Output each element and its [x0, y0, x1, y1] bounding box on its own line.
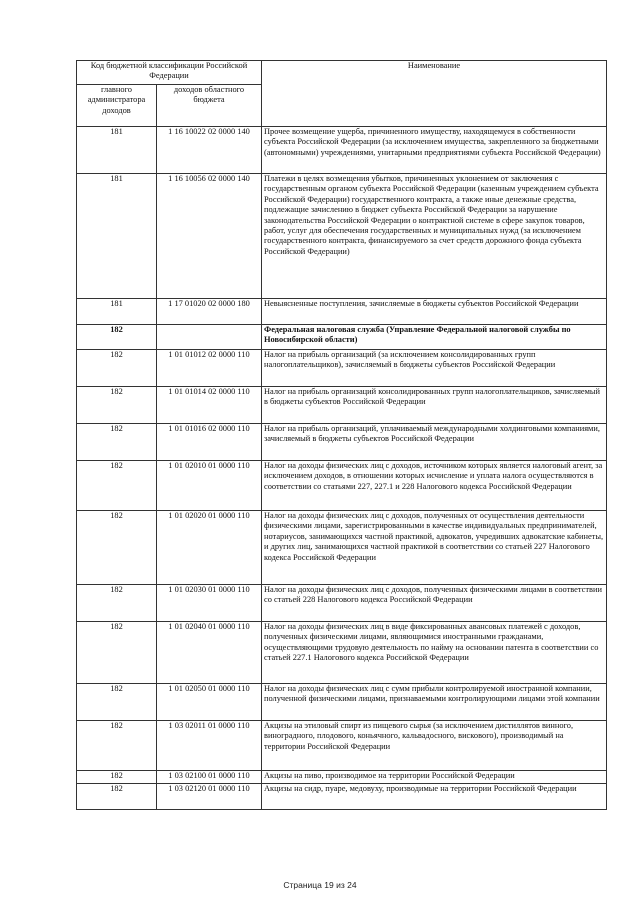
cell-admin-code: 182 — [77, 387, 157, 424]
page-footer — [0, 880, 640, 890]
cell-name: Налог на прибыль организаций консолидированных групп налогоплательщиков, зачисляемый в бюджеты субъектов Российской Федерации — [262, 387, 607, 424]
cell-admin-code: 181 — [77, 127, 157, 174]
cell-income-code: 1 01 01014 02 0000 110 — [157, 387, 262, 424]
table-row — [77, 424, 607, 461]
cell-name: Налог на доходы физических лиц с доходов, источником которых является налоговый агент, за исключением доходов, в отношении которых исчисление и уплата налога осуществляются в соответствии со статьями 227, 227.1 и 228 Налогового кодекса Российской Федерации — [262, 461, 607, 511]
cell-name: Невыясненные поступления, зачисляемые в бюджеты субъектов Российской Федерации — [262, 299, 607, 325]
page-separator: из — [336, 880, 345, 890]
cell-admin-code: 182 — [77, 511, 157, 585]
cell-income-code: 1 01 02040 01 0000 110 — [157, 622, 262, 684]
cell-income-code: 1 17 01020 02 0000 180 — [157, 299, 262, 325]
table-row — [77, 461, 607, 511]
cell-admin-code: 181 — [77, 299, 157, 325]
table-row — [77, 127, 607, 174]
page-current: 19 — [324, 880, 334, 890]
cell-name: Прочее возмещение ущерба, причиненного имуществу, находящемуся в собственности субъекта Российской Федерации (за исключением имущества, закрепленного за бюджетными (автономными) учреждениями, унитарными предприятиями субъекта Российской Федерации) — [262, 127, 607, 174]
cell-income-code: 1 01 02030 01 0000 110 — [157, 585, 262, 622]
cell-name: Налог на доходы физических лиц с сумм прибыли контролируемой иностранной компании, полученной физическими лицами, признаваемыми контролирующими лицами этой компании — [262, 684, 607, 721]
cell-name: Налог на прибыль организаций, уплачиваемый международными холдинговыми компаниями, зачисляемый в бюджеты субъектов Российской Федерации — [262, 424, 607, 461]
page-label: Страница — [283, 880, 322, 890]
cell-name: Налог на прибыль организаций (за исключением консолидированных групп налогоплательщиков), зачисляемый в бюджеты субъектов Российской Федерации — [262, 350, 607, 387]
cell-admin-code: 182 — [77, 784, 157, 810]
table-row — [77, 585, 607, 622]
table-row — [77, 771, 607, 784]
cell-admin-code: 182 — [77, 771, 157, 784]
cell-name: Федеральная налоговая служба (Управление Федеральной налоговой службы по Новосибирской области) — [262, 325, 607, 350]
cell-name: Платежи в целях возмещения убытков, причиненных уклонением от заключения с государственным органом субъекта Российской Федерации (казенным учреждением субъекта Российской Федерации) государственного контракта, а также иные денежные средства, подлежащие зачислению в бюджет субъекта Российской Федерации за нарушение законодательства Российской Федерации о контрактной системе в сфере закупок товаров, работ, услуг для обеспечения государственных и муниципальных нужд (за исключением государственного контракта, финансируемого за счет средств дорожного фонда субъекта Российской Федерации) — [262, 174, 607, 299]
header-income: доходов областного бюджета — [157, 85, 262, 127]
budget-classification-table — [76, 60, 607, 810]
cell-admin-code: 182 — [77, 622, 157, 684]
table-row — [77, 622, 607, 684]
table-row — [77, 511, 607, 585]
cell-income-code: 1 16 10056 02 0000 140 — [157, 174, 262, 299]
cell-admin-code: 182 — [77, 350, 157, 387]
cell-name: Налог на доходы физических лиц с доходов, полученных физическими лицами в соответствии со статьей 228 Налогового кодекса Российской Федерации — [262, 585, 607, 622]
cell-income-code: 1 01 01016 02 0000 110 — [157, 424, 262, 461]
table-row — [77, 174, 607, 299]
cell-admin-code: 182 — [77, 325, 157, 350]
cell-income-code: 1 01 02010 01 0000 110 — [157, 461, 262, 511]
cell-admin-code: 181 — [77, 174, 157, 299]
cell-admin-code: 182 — [77, 684, 157, 721]
cell-admin-code: 182 — [77, 585, 157, 622]
cell-name: Акцизы на этиловый спирт из пищевого сырья (за исключением дистиллятов винного, виноградного, плодового, коньячного, кальвадосного, вискового), производимый на территории Российской Федерации — [262, 721, 607, 771]
table-body — [77, 127, 607, 810]
table-row — [77, 721, 607, 771]
cell-income-code: 1 16 10022 02 0000 140 — [157, 127, 262, 174]
table-row — [77, 387, 607, 424]
cell-admin-code: 182 — [77, 461, 157, 511]
cell-income-code: 1 01 01012 02 0000 110 — [157, 350, 262, 387]
cell-income-code — [157, 325, 262, 350]
table-row — [77, 350, 607, 387]
header-code-group: Код бюджетной классификации Российской Федерации — [77, 61, 262, 85]
cell-income-code: 1 03 02100 01 0000 110 — [157, 771, 262, 784]
table-row — [77, 784, 607, 810]
table-row — [77, 684, 607, 721]
cell-income-code: 1 01 02020 01 0000 110 — [157, 511, 262, 585]
cell-name: Налог на доходы физических лиц в виде фиксированных авансовых платежей с доходов, полученных физическими лицами, являющимися иностранными гражданами, осуществляющими трудовую деятельность по найму на основании патента в соответствии со статьей 227.1 Налогового кодекса Российской Федерации — [262, 622, 607, 684]
page-total: 24 — [347, 880, 357, 890]
cell-income-code: 1 03 02011 01 0000 110 — [157, 721, 262, 771]
cell-name: Налог на доходы физических лиц с доходов, полученных от осуществления деятельности физическими лицами, зарегистрированными в качестве индивидуальных предпринимателей, нотариусов, занимающихся частной практикой, адвокатов, учредивших адвокатские кабинеты, и других лиц, занимающихся частной практикой в соответствии со статьей 227 Налогового кодекса Российской Федерации — [262, 511, 607, 585]
table-row — [77, 325, 607, 350]
cell-income-code: 1 03 02120 01 0000 110 — [157, 784, 262, 810]
cell-name: Акцизы на сидр, пуаре, медовуху, производимые на территории Российской Федерации — [262, 784, 607, 810]
cell-admin-code: 182 — [77, 424, 157, 461]
cell-income-code: 1 01 02050 01 0000 110 — [157, 684, 262, 721]
table-row — [77, 299, 607, 325]
header-admin: главного администратора доходов — [77, 85, 157, 127]
cell-admin-code: 182 — [77, 721, 157, 771]
cell-name: Акцизы на пиво, производимое на территории Российской Федерации — [262, 771, 607, 784]
table-header — [77, 61, 607, 127]
header-name: Наименование — [262, 61, 607, 127]
